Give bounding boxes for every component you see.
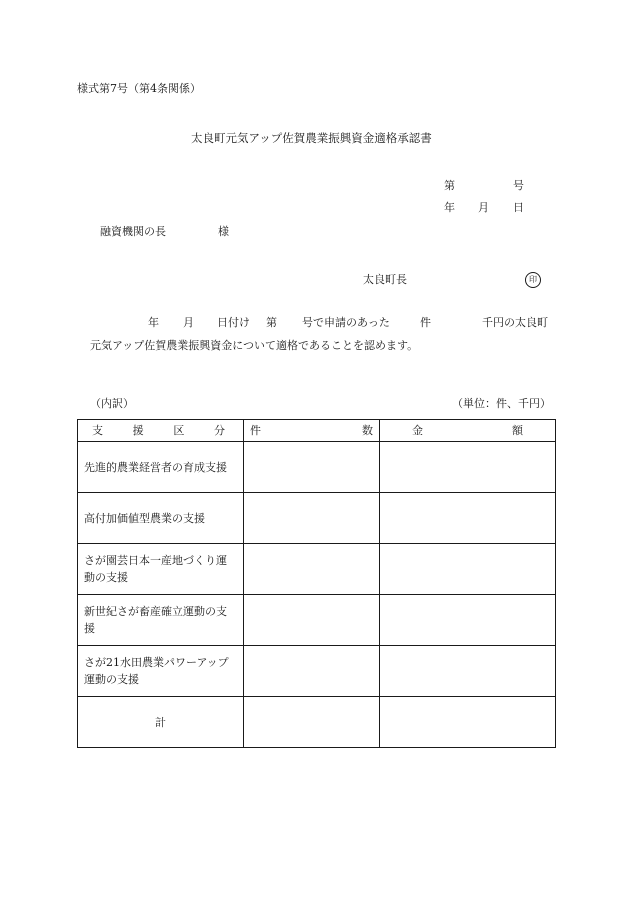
unit-label: （単位：件、千円） [452, 397, 551, 410]
body-senen: 千円の太良町 [482, 316, 548, 329]
breakdown-table [77, 419, 556, 748]
body-year: 年 [148, 316, 159, 329]
addressee-name: 融資機関の長 [100, 225, 166, 238]
issuer-name: 太良町長 [363, 273, 407, 286]
doc-number-go: 号 [513, 179, 524, 192]
table-total-row [78, 697, 556, 748]
body-ken: 件 [420, 316, 431, 329]
header-count-char: 件 [250, 424, 261, 437]
row-amount-cell [380, 493, 556, 544]
doc-number-dai: 第 [444, 179, 455, 192]
row-label: さが園芸日本一産地づくり運動の支援 [78, 544, 244, 595]
row-label: 高付加価値型農業の支援 [78, 493, 244, 544]
total-label: 計 [78, 697, 244, 748]
date-day: 日 [513, 201, 524, 214]
total-count-cell [244, 697, 380, 748]
addressee-honorific: 様 [218, 225, 229, 238]
header-count [244, 420, 380, 442]
header-category [78, 420, 244, 442]
table-header-row [78, 420, 556, 442]
header-count-char: 数 [362, 424, 373, 437]
table-row [78, 493, 556, 544]
row-count-cell [244, 493, 380, 544]
table-row [78, 595, 556, 646]
header-amount-char: 金 [412, 424, 423, 437]
row-count-cell [244, 442, 380, 493]
header-category-char: 援 [132, 424, 144, 437]
table-row [78, 544, 556, 595]
row-amount-cell [380, 595, 556, 646]
form-number: 様式第7号（第4条関係） [77, 82, 201, 95]
header-category-char: 区 [173, 424, 185, 437]
body-month: 月 [183, 316, 194, 329]
row-label: さが21水田農業パワーアップ運動の支援 [78, 646, 244, 697]
row-label: 新世紀さが畜産確立運動の支援 [78, 595, 244, 646]
header-category-char: 支 [92, 424, 103, 437]
body-dai: 第 [266, 316, 277, 329]
header-amount-char: 額 [512, 424, 523, 437]
document-title: 太良町元気アップ佐賀農業振興資金適格承認書 [191, 131, 432, 145]
header-amount [380, 420, 556, 442]
table-row [78, 442, 556, 493]
total-amount-cell [380, 697, 556, 748]
breakdown-label: （内訳） [90, 397, 134, 410]
row-amount-cell [380, 646, 556, 697]
row-amount-cell [380, 544, 556, 595]
body-applied: 号で申請のあった [302, 316, 390, 329]
date-year: 年 [444, 201, 455, 214]
row-count-cell [244, 544, 380, 595]
header-category-char: 分 [213, 424, 225, 437]
row-count-cell [244, 595, 380, 646]
table-row [78, 646, 556, 697]
body-date: 日付け [217, 316, 250, 329]
row-amount-cell [380, 442, 556, 493]
body-line2: 元気アップ佐賀農業振興資金について適格であることを認めます。 [90, 339, 419, 352]
row-count-cell [244, 646, 380, 697]
row-label: 先進的農業経営者の育成支援 [78, 442, 244, 493]
date-month: 月 [478, 201, 489, 214]
seal-mark: 印 [525, 272, 541, 288]
